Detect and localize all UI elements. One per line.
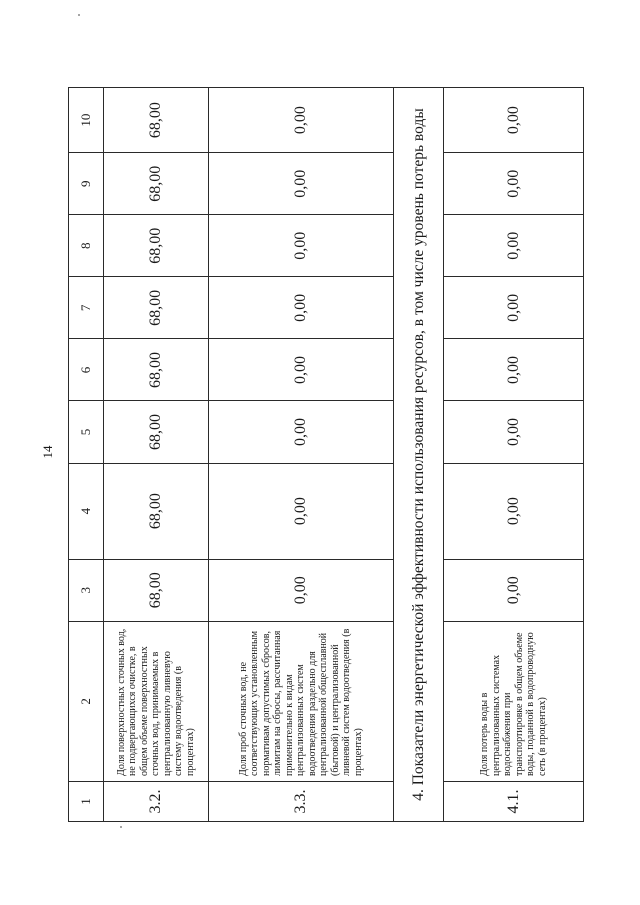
value-cell: 0,00 <box>209 401 394 463</box>
value-cell: 68,00 <box>104 559 209 621</box>
value-cell: 68,00 <box>104 339 209 401</box>
scan-speck <box>78 14 80 16</box>
header-cell: 10 <box>69 88 104 153</box>
value-cell: 0,00 <box>444 215 584 277</box>
value-cell: 0,00 <box>209 153 394 215</box>
value-cell: 0,00 <box>209 463 394 559</box>
value-cell: 68,00 <box>104 153 209 215</box>
value-cell: 0,00 <box>444 463 584 559</box>
value-cell: 68,00 <box>104 88 209 153</box>
row-description: Доля потерь воды в централизованных системах водоснабжения при транспортировке в общем объеме воды, поданной в водопроводную сеть (в процентах) <box>444 621 584 781</box>
header-cell: 5 <box>69 401 104 463</box>
row-number: 3.3. <box>209 781 394 821</box>
table-row <box>444 88 584 822</box>
value-cell: 68,00 <box>104 401 209 463</box>
row-description: Доля поверхностных сточных вод, не подвергающихся очистке, в общем объеме поверхностных сточных вод, принимаемых в централизованную ливневую систему водоотведения (в процентах) <box>104 621 209 781</box>
section-title: 4. Показатели энергетической эффективности использования ресурсов, в том числе уровень потерь воды <box>394 88 444 822</box>
value-cell: 0,00 <box>444 88 584 153</box>
value-cell: 0,00 <box>444 339 584 401</box>
header-cell: 7 <box>69 277 104 339</box>
header-cell: 6 <box>69 339 104 401</box>
value-cell: 0,00 <box>444 559 584 621</box>
value-cell: 0,00 <box>444 401 584 463</box>
page-number: 14 <box>40 445 55 459</box>
header-cell: 2 <box>69 621 104 781</box>
value-cell: 0,00 <box>444 277 584 339</box>
rotated-table-wrapper <box>68 87 578 822</box>
row-number: 4.1. <box>444 781 584 821</box>
value-cell: 0,00 <box>209 88 394 153</box>
scan-speck <box>120 826 122 828</box>
value-cell: 0,00 <box>209 559 394 621</box>
header-cell: 1 <box>69 781 104 821</box>
value-cell: 68,00 <box>104 463 209 559</box>
value-cell: 0,00 <box>209 339 394 401</box>
row-description: Доля проб сточных вод, не соответствующих установленным нормативам допустимых сбросов, лимитам на сбросы, рассчитанная применительно к видам централизованных систем водоотведения раздельно для централизованной общесплавной (бытовой) и централизованной ливневой систем водоотведения (в процентах) <box>209 621 394 781</box>
row-number: 3.2. <box>104 781 209 821</box>
header-cell: 3 <box>69 559 104 621</box>
header-cell: 4 <box>69 463 104 559</box>
value-cell: 0,00 <box>209 277 394 339</box>
indicators-table <box>68 87 584 822</box>
table-row <box>209 88 394 822</box>
section-row <box>394 88 444 822</box>
table-row <box>104 88 209 822</box>
value-cell: 68,00 <box>104 277 209 339</box>
table-header-row <box>69 88 104 822</box>
value-cell: 0,00 <box>444 153 584 215</box>
header-cell: 8 <box>69 215 104 277</box>
value-cell: 68,00 <box>104 215 209 277</box>
value-cell: 0,00 <box>209 215 394 277</box>
header-cell: 9 <box>69 153 104 215</box>
